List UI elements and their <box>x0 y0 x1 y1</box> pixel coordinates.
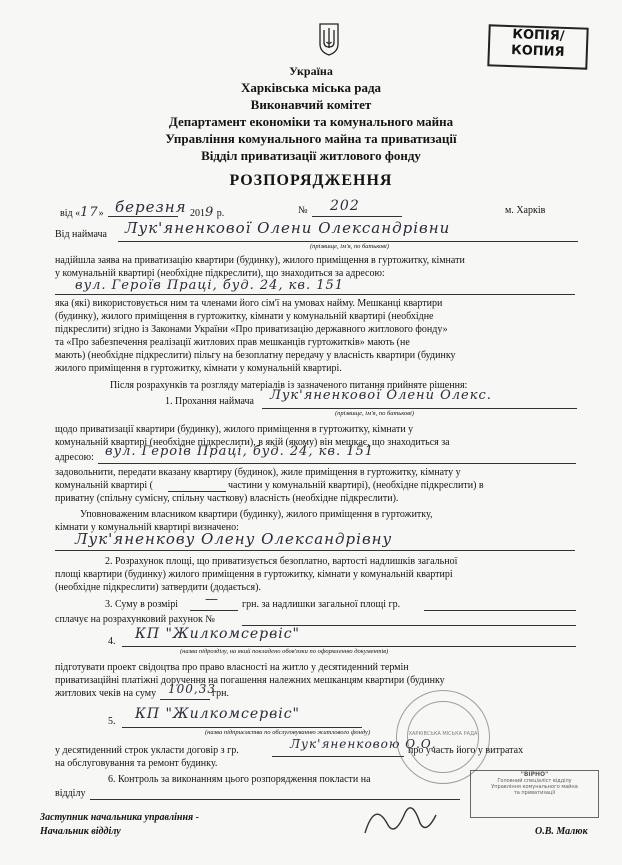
address-2: вул. Героїв Праці, буд. 24, кв. 151 <box>105 444 375 459</box>
employer-hint: (прізвище, ім'я, по батькові) <box>310 243 390 250</box>
para-9-b: про участь його у витратах <box>408 745 524 756</box>
item-5-value: КП "Жилкомсервіс" <box>135 706 300 722</box>
para-2-line-3: підкреслити) згідно із Законами України «Про приватизацію державного житлового фонду» <box>55 324 448 335</box>
date-year-digit: 9 <box>205 205 215 220</box>
employer-name: Лук'яненкової Олени Олександрівни <box>125 219 451 237</box>
item-1-name: Лук'яненкової Олени Олекс. <box>270 388 492 403</box>
verified-stamp <box>470 770 599 818</box>
item-3-c: сплачує на розрахунковий рахунок № <box>55 614 215 625</box>
verified-stamp-line-2: Управління комунального майна <box>491 784 578 790</box>
para-4-line-1: щодо приватизації квартири (будинку), жилого приміщення в гуртожитку, кімнати у <box>55 424 414 435</box>
item-1-label: 1. Прохання наймача <box>165 396 254 407</box>
para-5-line-2b: частини у комунальній квартирі), (необхідне підкреслити) в <box>228 480 484 491</box>
item-4-value: КП "Жилкомсервіс" <box>135 626 300 642</box>
sum-value: 100,33 <box>168 682 216 696</box>
para-9-name: Лук'яненковою О.О. <box>290 737 437 751</box>
address-2-label: адресою: <box>55 452 94 463</box>
signature-mark <box>360 795 440 840</box>
owner-name: Лук'яненкову Олену Олександрівну <box>75 530 393 548</box>
copy-stamp <box>487 24 588 69</box>
para-6-line-1: Уповноваженим власником квартири (будинку), жилого приміщення в гуртожитку, <box>80 509 433 520</box>
verified-stamp-line-1: Головний спеціаліст відділу <box>497 778 572 784</box>
item-4-hint: (назва підрозділу, на який покладено обов'язки по оформленню документів) <box>180 648 389 655</box>
para-2-line-1: яка (які) використовується ним та членами його сім'ї на умовах найму. Мешканці квартири <box>55 298 443 309</box>
para-9-c: на обслуговування та ремонт будинку. <box>55 758 218 769</box>
employer-label: Від наймача <box>55 229 107 240</box>
para-8-line-1: підготувати проект свідоцтва про право власності на житло у десятиденний термін <box>55 662 409 673</box>
header-committee: Виконавчий комітет <box>250 97 372 112</box>
item-2-line-1: 2. Розрахунок площі, що приватизується безоплатно, вартості надлишків загальної <box>105 556 458 567</box>
trident-emblem-icon <box>318 22 340 56</box>
date-year-suffix: р. <box>216 208 225 219</box>
para-2-line-4: та «Про забезпечення реалізації житлових прав мешканців гуртожитків» мають (не <box>55 337 410 348</box>
para-4-line-2: комунальній квартирі (необхідне підкреслити), в якій (якому) він мешкає, що знаходиться за <box>55 437 450 448</box>
header-council: Харківська міська рада <box>240 80 382 95</box>
order-number: 202 <box>330 198 360 214</box>
para-8-line-2: приватизаційні платіжні доручення на погашення належних мешканцям квартири (будинку <box>55 675 445 686</box>
verified-stamp-line-3: та приватизації <box>513 790 556 796</box>
para-1-line-2: у комунальній квартирі (необхідне підкреслити), що знаходиться за адресою: <box>55 268 385 279</box>
para-5-line-1: задовольнити, передати вказану квартиру (будинок), жиле приміщення в гуртожитку, кімнату у <box>55 467 461 478</box>
date-year-prefix: 201 <box>190 208 205 219</box>
item-4-label: 4. <box>108 636 116 647</box>
item-6-a: 6. Контроль за виконанням цього розпорядження покласти на <box>108 774 371 785</box>
verified-stamp-title: "ВІРНО" <box>520 771 549 778</box>
para-3: Після розрахунків та розгляду матеріалів із зазначеного питання прийняте рішення: <box>110 380 468 391</box>
item-2-line-3: (необхідне підкреслити) затвердити (додається). <box>55 582 261 593</box>
para-5-line-3: приватну (спільну сумісну, спільну часткову) власність (необхідне підкреслити). <box>55 493 399 504</box>
date-prefix: від « <box>60 208 81 219</box>
para-8-line-3: житлових чеків на суму <box>55 688 157 699</box>
item-6-b: відділу <box>55 788 86 799</box>
para-2-line-5: мають) (необхідне підкреслити) пільгу на безоплатну передачу у власність квартири (будинку <box>55 350 456 361</box>
item-3-b: грн. за надлишки загальної площі гр. <box>242 599 401 610</box>
item-5-hint: (назва підприємства по обслуговуванню житлового фонду) <box>205 729 371 736</box>
para-2-line-6: жилого приміщення в гуртожитку, кімнати у комунальній квартирі. <box>55 363 342 374</box>
para-2-line-2: (будинку), жилого приміщення в гуртожитку, кімнати у комунальній квартирі (необхідне <box>55 311 434 322</box>
signature-name: О.В. Малюк <box>535 826 588 837</box>
copy-stamp-line2: КОПИЯ <box>510 43 565 60</box>
header-office: Управління комунального майна та приватизації <box>165 131 457 146</box>
round-seal-text: ХАРКІВСЬКА МІСЬКА РАДА <box>408 731 478 737</box>
para-6-line-2: кімнати у комунальній квартирі визначено: <box>55 522 239 533</box>
item-2-line-2: площі квартири (будинку) жилого приміщення в гуртожитку, кімнати у комунальній квартирі <box>55 569 453 580</box>
item-3-dash: — <box>205 592 219 607</box>
para-9-a: у десятиденний строк укласти договір з гр. <box>55 745 239 756</box>
date-day: 17 <box>80 205 99 220</box>
copy-stamp-line1: КОПІЯ/ <box>512 27 565 44</box>
date-quote: » <box>98 208 104 219</box>
document-title: РОЗПОРЯДЖЕННЯ <box>229 172 393 189</box>
order-number-label: № <box>298 205 308 216</box>
signature-title-1: Заступник начальника управління - <box>40 812 200 823</box>
para-5-line-2a: комунальній квартирі ( <box>55 480 153 491</box>
header-division: Відділ приватизації житлового фонду <box>201 148 421 163</box>
sum-unit: грн. <box>212 688 229 699</box>
item-1-hint: (прізвище, ім'я, по батькові) <box>335 410 415 417</box>
para-1-line-1: надійшла заява на приватизацію квартири (будинку), жилого приміщення в гуртожитку, кімнати <box>55 255 465 266</box>
signature-title-2: Начальник відділу <box>40 826 121 837</box>
item-5-label: 5. <box>108 716 116 727</box>
item-3-a: 3. Суму в розмірі <box>105 599 179 610</box>
header-country: Україна <box>289 64 333 78</box>
city: м. Харків <box>505 205 546 216</box>
date-month: березня <box>115 198 187 216</box>
header-department: Департамент економіки та комунального майна <box>168 114 454 129</box>
property-address: вул. Героїв Праці, буд. 24, кв. 151 <box>75 278 345 293</box>
